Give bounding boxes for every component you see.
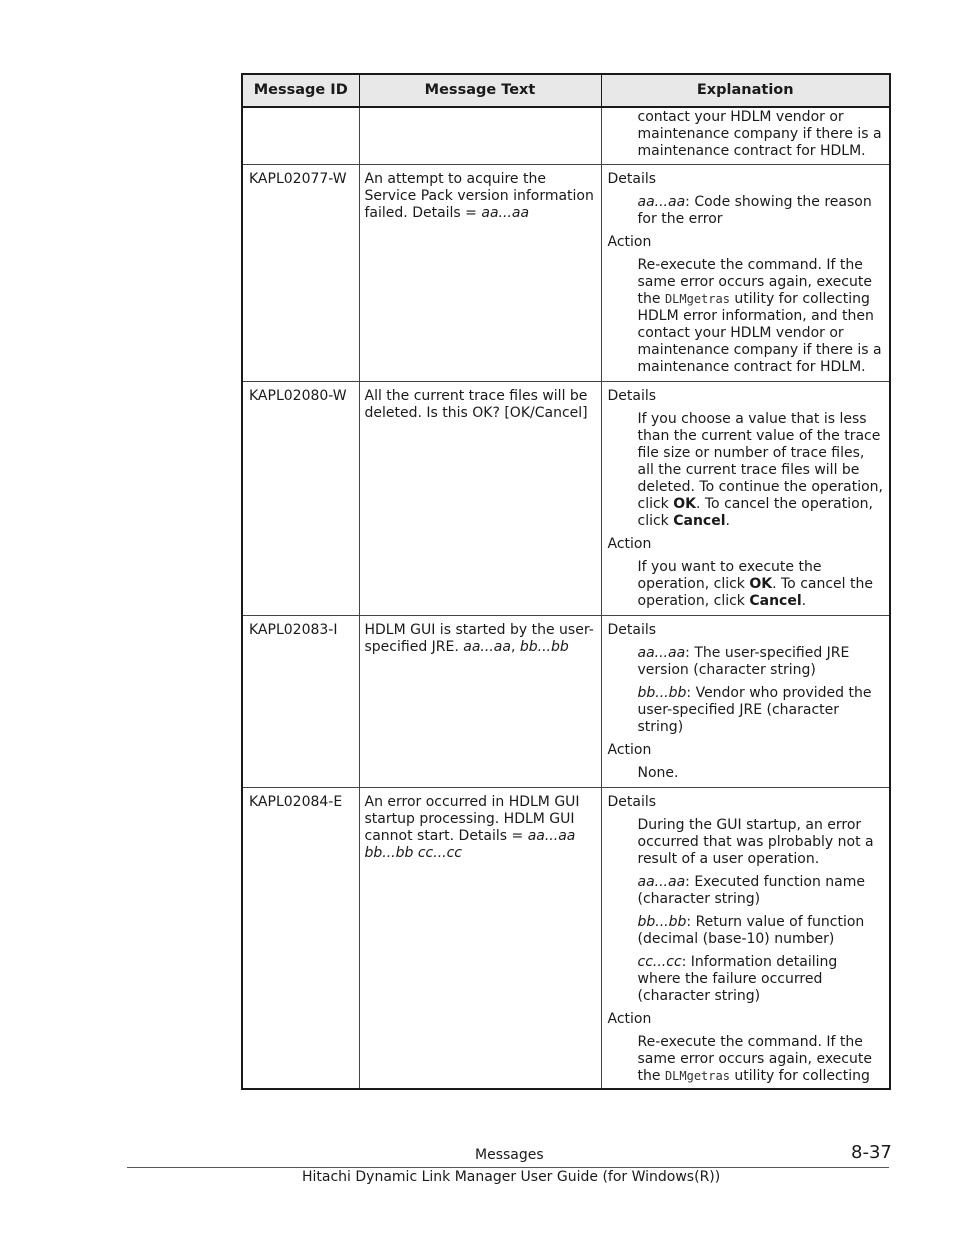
detail-item: During the GUI startup, an error occurred that was plrobably not a result of a user operation.: [637, 817, 874, 867]
message-id-cell: [242, 107, 359, 165]
command-code: DLMgetras: [664, 292, 730, 306]
table-header-row: [242, 74, 890, 107]
table-row: [242, 382, 890, 616]
action-text: None.: [637, 765, 679, 781]
detail-item: bb...bb: Return value of function (decimal (base-10) number): [637, 914, 865, 947]
detail-item: bb...bb: Vendor who provided the user-specified JRE (character string): [637, 685, 872, 735]
footer-doc-title: Hitachi Dynamic Link Manager User Guide (for Windows(R)): [302, 1169, 721, 1185]
header-message-text: Message Text: [359, 74, 601, 107]
message-id-cell: KAPL02084-E: [242, 788, 359, 1090]
message-id-cell: KAPL02077-W: [242, 165, 359, 382]
action-label: Action: [607, 234, 652, 250]
explanation-cell: [601, 382, 890, 616]
action-label: Action: [607, 742, 652, 758]
detail-item: aa...aa: The user-specified JRE version (character string): [637, 645, 850, 678]
action-label: Action: [607, 1011, 652, 1027]
explanation-cell: [601, 107, 890, 165]
detail-item: If you choose a value that is less than the current value of the trace file size or number of trace files, all the current trace files will be deleted. To continue the operation, click OK. To cancel the operation, click Cancel.: [637, 411, 883, 529]
message-text-cell: An attempt to acquire the Service Pack version information failed. Details = aa...aa: [359, 165, 601, 382]
detail-item: aa...aa: Executed function name (character string): [637, 874, 866, 907]
action-text: Re-execute the command. If the same error occurs again, execute the DLMgetras utility for collecting HDLM error information, and then contact your HDLM vendor or maintenance company if there is a maintenance contract for HDLM.: [637, 257, 882, 375]
footer-section-name: Messages: [475, 1147, 544, 1163]
table-row: [242, 165, 890, 382]
details-label: Details: [607, 622, 657, 638]
detail-item: cc...cc: Information detailing where the failure occurred (character string): [637, 954, 838, 1004]
action-label: Action: [607, 536, 652, 552]
message-text-cell: HDLM GUI is started by the user-specified JRE. aa...aa, bb...bb: [359, 616, 601, 788]
page-number: 8-37: [851, 1142, 892, 1163]
explanation-cell: [601, 788, 890, 1090]
table-row: [242, 107, 890, 165]
details-label: Details: [607, 794, 657, 810]
detail-item: aa...aa: Code showing the reason for the error: [637, 194, 872, 227]
header-message-id: Message ID: [242, 74, 359, 107]
command-code: DLMgetras: [664, 1069, 730, 1083]
explanation-cell: [601, 165, 890, 382]
action-text: Re-execute the command. If the same error occurs again, execute the DLMgetras utility for collecting: [637, 1034, 872, 1084]
message-text-cell: An error occurred in HDLM GUI startup processing. HDLM GUI cannot start. Details = aa...aa bb...bb cc...cc: [359, 788, 601, 1090]
header-explanation: Explanation: [601, 74, 890, 107]
explanation-paragraph: contact your HDLM vendor or maintenance company if there is a maintenance contract for HDLM.: [637, 109, 882, 159]
footer-divider: [127, 1167, 889, 1168]
details-label: Details: [607, 171, 657, 187]
message-text-cell: All the current trace files will be deleted. Is this OK? [OK/Cancel]: [359, 382, 601, 616]
message-id-cell: KAPL02083-I: [242, 616, 359, 788]
message-id-cell: KAPL02080-W: [242, 382, 359, 616]
message-text-cell: [359, 107, 601, 165]
explanation-cell: [601, 616, 890, 788]
table-row: [242, 616, 890, 788]
details-label: Details: [607, 388, 657, 404]
action-text: If you want to execute the operation, click OK. To cancel the operation, click Cancel.: [637, 559, 873, 609]
table-row: [242, 788, 890, 1090]
message-table: [241, 73, 891, 1090]
